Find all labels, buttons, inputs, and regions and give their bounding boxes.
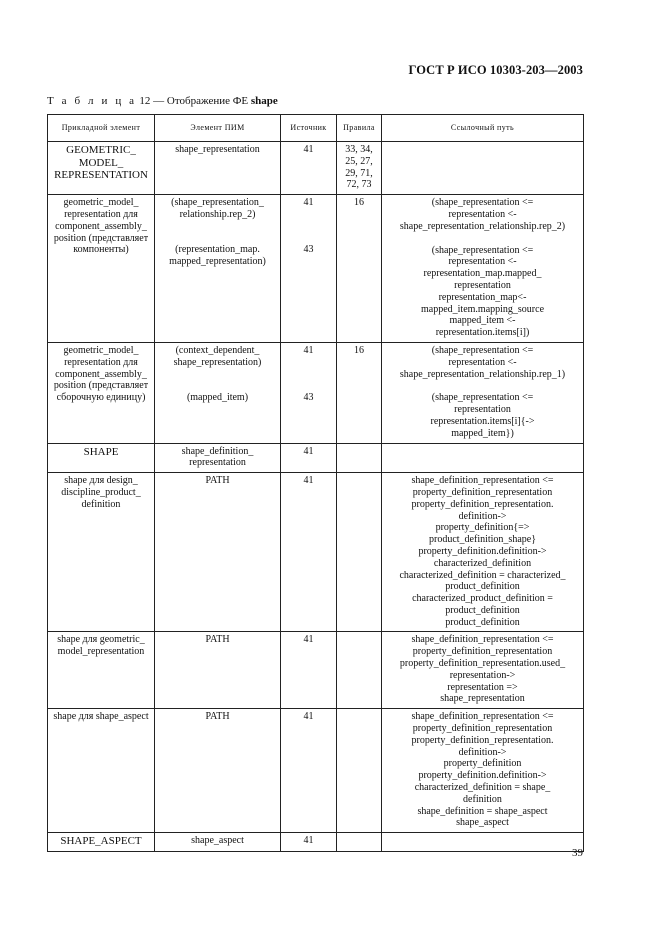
caption-number: 12 bbox=[139, 95, 151, 107]
cell-rules bbox=[337, 342, 382, 443]
cell-pim-element-value: PATH bbox=[205, 711, 230, 723]
app-element-text: shape для design_ discipline_product_ definition bbox=[61, 475, 141, 510]
cell-pim-element bbox=[155, 709, 281, 833]
cell-reference-path-value: (shape_representation <= representation <- shape_representation_relationship.rep_1) bbox=[399, 344, 566, 380]
cell-rules-value: 16 bbox=[354, 197, 364, 209]
cell-source bbox=[281, 632, 337, 709]
cell-source bbox=[281, 473, 337, 632]
cell-app-element bbox=[48, 473, 155, 632]
mapping-table bbox=[47, 114, 584, 852]
caption-prefix: Т а б л и ц а bbox=[47, 95, 137, 107]
cell-rules bbox=[337, 443, 382, 473]
standard-designation: ГОСТ Р ИСО 10303-203—2003 bbox=[408, 63, 583, 77]
page-number: 39 bbox=[572, 847, 583, 859]
cell-source bbox=[281, 195, 337, 343]
cell-rules-value: 33, 34, 25, 27, 29, 71, 72, 73 bbox=[345, 144, 373, 191]
cell-pim-element-value: shape_aspect bbox=[191, 835, 244, 847]
cell-app-element bbox=[48, 195, 155, 343]
cell-rules bbox=[337, 833, 382, 852]
cell-pim-element-value: (representation_map. mapped_representation) bbox=[169, 243, 266, 267]
cell-reference-path bbox=[382, 142, 584, 195]
cell-rules bbox=[337, 195, 382, 343]
cell-source-value: 41 bbox=[303, 711, 314, 723]
cell-app-element bbox=[48, 443, 155, 473]
app-element-text: SHAPE_ASPECT bbox=[60, 835, 142, 848]
cell-reference-path bbox=[382, 195, 584, 343]
cell-pim-element bbox=[155, 443, 281, 473]
table-row bbox=[48, 195, 584, 343]
table-row bbox=[48, 342, 584, 443]
table-caption bbox=[47, 95, 278, 107]
cell-source-value: 41 bbox=[303, 197, 314, 209]
cell-source-value: 41 bbox=[303, 344, 314, 356]
cell-pim-element bbox=[155, 142, 281, 195]
cell-source-value: 41 bbox=[303, 445, 314, 457]
cell-reference-path-value: (shape_representation <= representation <- shape_representation_relationship.rep_2) bbox=[399, 197, 566, 232]
table-row bbox=[48, 142, 584, 195]
cell-source bbox=[281, 342, 337, 443]
cell-source-value: 43 bbox=[303, 391, 314, 403]
cell-source bbox=[281, 709, 337, 833]
table-body bbox=[48, 142, 584, 852]
cell-pim-element bbox=[155, 342, 281, 443]
column-header-app-element: Прикладной элемент bbox=[48, 115, 155, 142]
cell-pim-element bbox=[155, 473, 281, 632]
cell-reference-path bbox=[382, 632, 584, 709]
cell-app-element bbox=[48, 709, 155, 833]
cell-pim-element-value: (context_dependent_ shape_representation) bbox=[173, 344, 262, 368]
cell-pim-element-value: (mapped_item) bbox=[186, 391, 249, 403]
cell-reference-path-value: shape_definition_representation <= property_definition_representation property_definition_representation. definition-> property_definition{=> product_definition_shape} property_definition.definition-> characterized_definition characterized_definition = characterized_ product_definition characterized_product_definition = product_definition product_definition bbox=[399, 475, 566, 628]
column-header-reference-path: Ссылочный путь bbox=[382, 115, 584, 142]
cell-pim-element bbox=[155, 632, 281, 709]
cell-pim-element-value: shape_definition_ representation bbox=[181, 445, 254, 469]
caption-entity: shape bbox=[250, 95, 278, 107]
column-header-rules: Правила bbox=[337, 115, 382, 142]
cell-app-element bbox=[48, 142, 155, 195]
cell-reference-path bbox=[382, 443, 584, 473]
cell-reference-path-value: shape_definition_representation <= property_definition_representation property_definition_representation.used_ representation-> representation => shape_representation bbox=[399, 634, 566, 705]
cell-rules-value: 16 bbox=[354, 344, 364, 356]
app-element-text: GEOMETRIC_ MODEL_ REPRESENTATION bbox=[54, 144, 148, 181]
cell-pim-element bbox=[155, 833, 281, 852]
app-element-text: geometric_model_ representation для component_assembly_ position (представляет компоненты) bbox=[53, 197, 149, 256]
caption-text: — Отображение ФЕ bbox=[153, 95, 249, 107]
cell-source-value: 41 bbox=[303, 634, 314, 646]
app-element-text: shape для shape_aspect bbox=[53, 711, 149, 723]
cell-pim-element-value: PATH bbox=[205, 475, 230, 487]
cell-reference-path bbox=[382, 709, 584, 833]
cell-rules bbox=[337, 632, 382, 709]
cell-reference-path bbox=[382, 833, 584, 852]
cell-source-value: 41 bbox=[303, 475, 314, 487]
cell-reference-path-value: (shape_representation <= representation <- representation_map.mapped_ representation representation_map<- mapped_item.mapping_source mapped_item <- representation.items[i]) bbox=[420, 244, 545, 339]
cell-reference-path bbox=[382, 342, 584, 443]
cell-source bbox=[281, 443, 337, 473]
table-header-row bbox=[48, 115, 584, 142]
column-header-source: Источник bbox=[281, 115, 337, 142]
cell-source bbox=[281, 142, 337, 195]
app-element-text: SHAPE bbox=[83, 445, 119, 458]
table-row bbox=[48, 443, 584, 473]
app-element-text: geometric_model_ representation для component_assembly_ position (представляет сборочную единицу) bbox=[53, 344, 149, 404]
cell-source-value: 41 bbox=[303, 835, 314, 847]
cell-rules bbox=[337, 473, 382, 632]
cell-app-element bbox=[48, 632, 155, 709]
cell-rules bbox=[337, 709, 382, 833]
table-row bbox=[48, 709, 584, 833]
cell-pim-element-value: PATH bbox=[205, 634, 230, 646]
cell-reference-path-value: shape_definition_representation <= property_definition_representation property_definition_representation. definition-> property_definition property_definition.definition-> characterized_definition = shape_ definition shape_definition = shape_aspect shape_aspect bbox=[411, 711, 554, 829]
cell-pim-element bbox=[155, 195, 281, 343]
app-element-text: shape для geometric_ model_representation bbox=[57, 634, 145, 658]
cell-pim-element-value: shape_representation bbox=[175, 144, 260, 155]
cell-reference-path bbox=[382, 473, 584, 632]
cell-pim-element-value: (shape_representation_ relationship.rep_2) bbox=[171, 197, 264, 220]
column-header-pim-element: Элемент ПИМ bbox=[155, 115, 281, 142]
cell-reference-path-value: (shape_representation <= representation representation.items[i]{-> mapped_item}) bbox=[430, 392, 535, 439]
table-row bbox=[48, 473, 584, 632]
cell-app-element bbox=[48, 342, 155, 443]
cell-source-value: 43 bbox=[303, 243, 314, 255]
cell-source bbox=[281, 833, 337, 852]
cell-source-value: 41 bbox=[303, 144, 314, 155]
table-row bbox=[48, 632, 584, 709]
cell-app-element bbox=[48, 833, 155, 852]
table-row bbox=[48, 833, 584, 852]
cell-rules bbox=[337, 142, 382, 195]
